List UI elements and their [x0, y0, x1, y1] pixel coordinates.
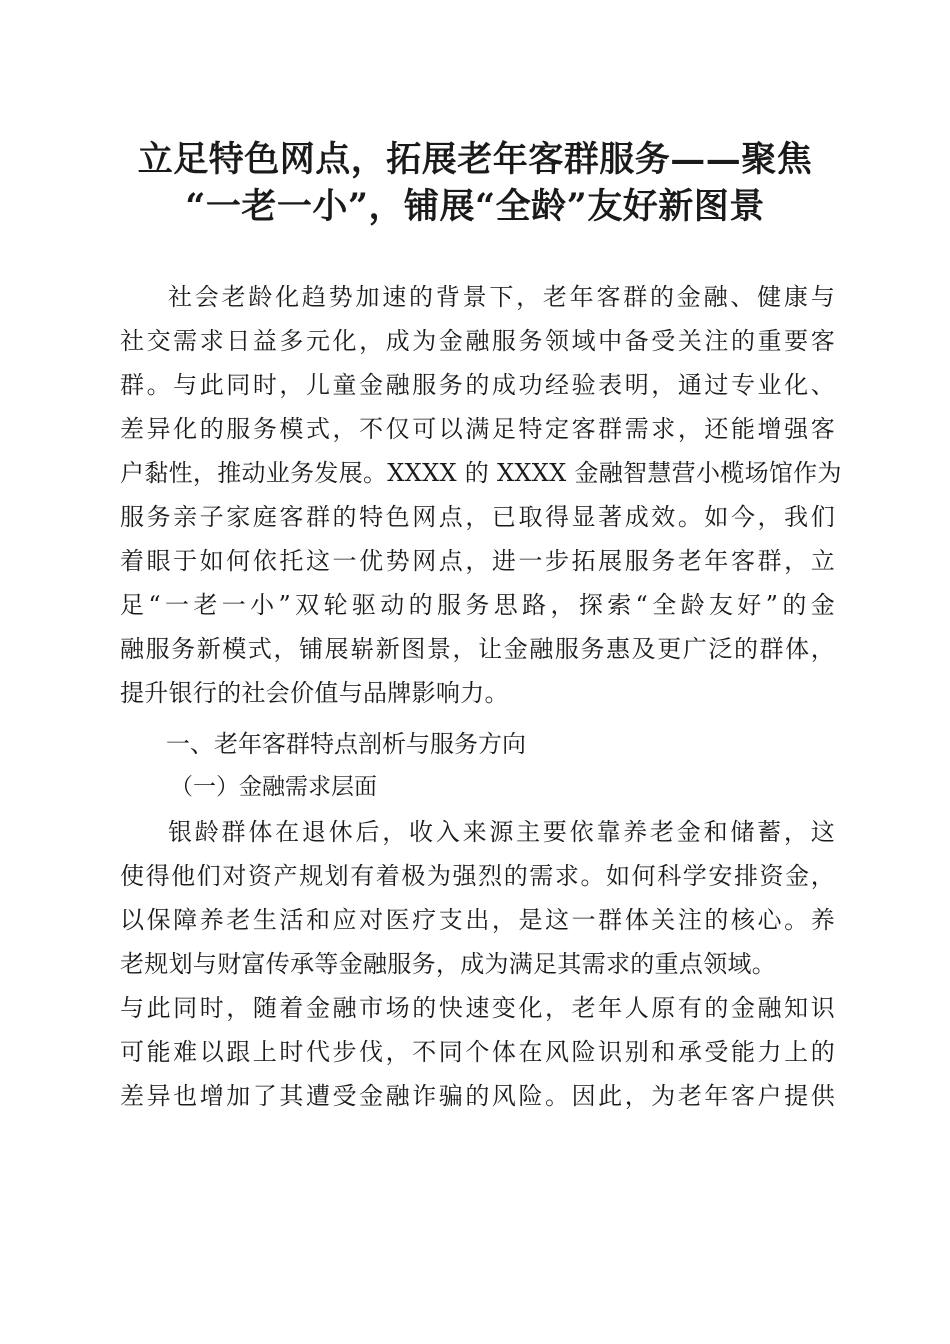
paragraph-line: 社交需求日益多元化，成为金融服务领域中备受关注的重要客: [120, 327, 835, 355]
paragraph-line: 银龄群体在退休后，收入来源主要依靠养老金和储蓄，这: [168, 818, 835, 846]
section-heading: 一、老年客群特点剖析与服务方向: [166, 730, 526, 758]
paragraph-line: 社会老龄化趋势加速的背景下，老年客群的金融、健康与: [168, 283, 835, 311]
paragraph-line: 户黏性，推动业务发展。XXXX 的 XXXX 金融智慧营小榄场馆作为: [120, 459, 842, 487]
paragraph-line: 服务亲子家庭客群的特色网点，已取得显著成效。如今，我们: [120, 503, 835, 531]
paragraph-line: 着眼于如何依托这一优势网点，进一步拓展服务老年客群，立: [120, 547, 835, 575]
document-title-line-2: “一老一小”，铺展“全龄”友好新图景: [185, 186, 765, 227]
paragraph-line: 以保障养老生活和应对医疗支出，是这一群体关注的核心。养: [120, 906, 835, 934]
paragraph-line: 老规划与财富传承等金融服务，成为满足其需求的重点领域。: [120, 950, 777, 978]
paragraph-line: 与此同时，随着金融市场的快速变化，老年人原有的金融知识: [120, 994, 835, 1022]
paragraph-line: 群。与此同时，儿童金融服务的成功经验表明，通过专业化、: [120, 371, 835, 399]
subsection-heading: （一）金融需求层面: [170, 774, 377, 800]
paragraph-line: 足“一老一小”双轮驱动的服务思路，探索“全龄友好”的金: [120, 591, 835, 619]
document-title-line-1: 立足特色网点，拓展老年客群服务——聚焦: [137, 139, 813, 180]
paragraph-line: 差异也增加了其遭受金融诈骗的风险。因此，为老年客户提供: [120, 1082, 835, 1110]
paragraph-line: 可能难以跟上时代步伐，不同个体在风险识别和承受能力上的: [120, 1038, 835, 1066]
paragraph-line: 差异化的服务模式，不仅可以满足特定客群需求，还能增强客: [120, 415, 835, 443]
paragraph-line: 使得他们对资产规划有着极为强烈的需求。如何科学安排资金，: [120, 862, 835, 890]
paragraph-line: 提升银行的社会价值与品牌影响力。: [120, 679, 509, 707]
paragraph-line: 融服务新模式，铺展崭新图景，让金融服务惠及更广泛的群体，: [120, 635, 835, 663]
